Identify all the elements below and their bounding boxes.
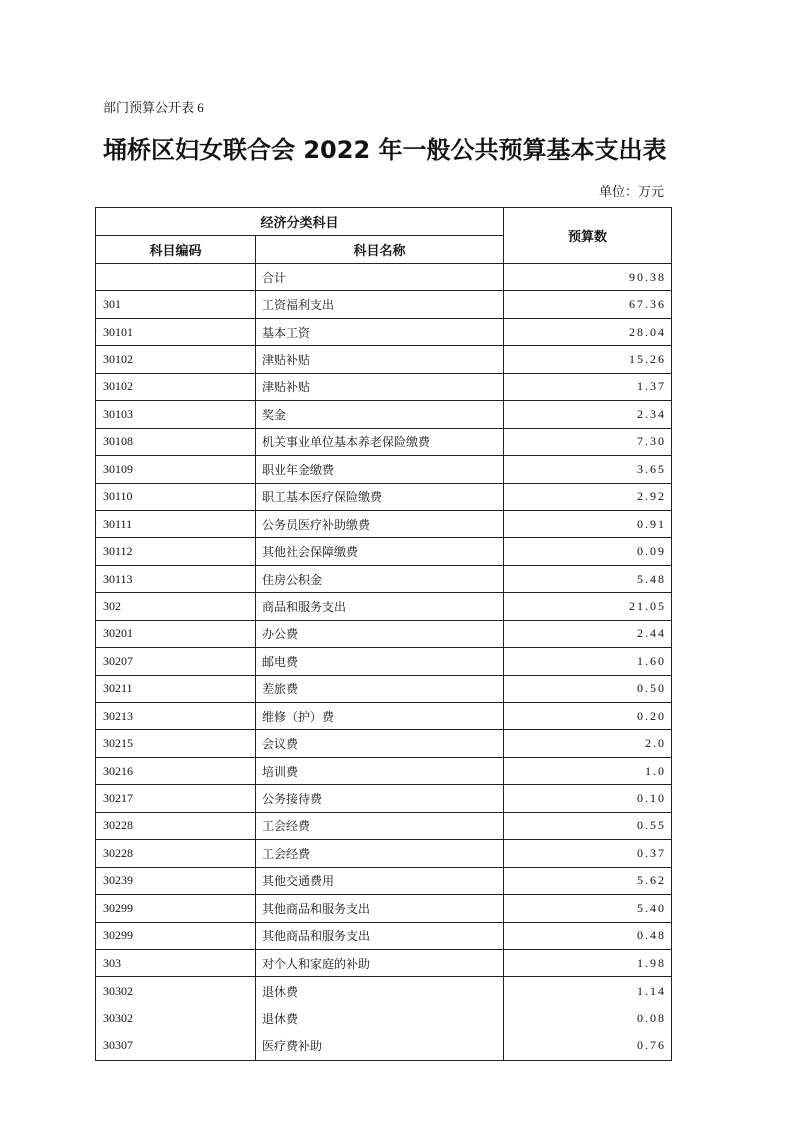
row-amount: 28.04: [629, 324, 666, 339]
row-code: 30109: [96, 456, 256, 482]
row-amount: 3.65: [637, 461, 666, 476]
row-name: 退休费: [256, 1005, 504, 1032]
row-code: 30299: [96, 895, 256, 921]
row-code: 30302: [96, 1005, 256, 1032]
row-code: 303: [96, 950, 256, 976]
row-name: 差旅费: [256, 676, 504, 702]
table-row: [96, 758, 671, 785]
row-code: 30102: [96, 346, 256, 372]
row-name: 津贴补贴: [256, 374, 504, 400]
row-name: 医疗费补助: [256, 1032, 504, 1059]
row-name: 邮电费: [256, 648, 504, 674]
table-row: [96, 374, 671, 401]
row-code: 30111: [96, 511, 256, 537]
row-name: 办公费: [256, 621, 504, 647]
row-amount: 1.60: [637, 653, 666, 668]
table-row: [96, 648, 671, 675]
row-amount: 15.26: [629, 352, 666, 367]
row-name: 其他商品和服务支出: [256, 923, 504, 949]
row-name: 奖金: [256, 401, 504, 427]
table-row: [96, 621, 671, 648]
table-row: [96, 950, 671, 977]
header-budget-amount: 预算数: [567, 230, 607, 245]
row-amount: 2.44: [637, 626, 666, 641]
row-code: 30201: [96, 621, 256, 647]
row-amount: 0.09: [637, 544, 666, 559]
row-name: 退休费: [256, 977, 504, 1004]
table-row: [96, 730, 671, 757]
table-row: [96, 868, 671, 895]
row-code: 301: [96, 291, 256, 317]
row-amount: 0.55: [637, 818, 666, 833]
row-name: 基本工资: [256, 319, 504, 345]
table-row: [96, 429, 671, 456]
table-row-total: [96, 264, 671, 291]
table-row: [96, 676, 671, 703]
row-code: 30228: [96, 813, 256, 839]
row-amount: 0.20: [637, 708, 666, 723]
row-amount: 0.08: [637, 1011, 666, 1026]
row-code: 30307: [96, 1032, 256, 1059]
row-code: 30299: [96, 923, 256, 949]
row-name: 会议费: [256, 730, 504, 756]
table-row: [96, 566, 671, 593]
table-row: [96, 593, 671, 620]
row-name: 工资福利支出: [256, 291, 504, 317]
row-code: 30213: [96, 703, 256, 729]
row-amount: 0.37: [637, 845, 666, 860]
row-code: 302: [96, 593, 256, 619]
row-amount: 67.36: [629, 297, 666, 312]
row-amount: 7.30: [637, 434, 666, 449]
row-code: 30207: [96, 648, 256, 674]
budget-table: [95, 207, 672, 1061]
row-code: 30302: [96, 977, 256, 1004]
row-amount: 5.40: [637, 900, 666, 915]
row-code: 30101: [96, 319, 256, 345]
row-amount: 1.0: [645, 763, 666, 778]
row-code: [96, 264, 256, 290]
row-name: 公务接待费: [256, 785, 504, 811]
table-row: [96, 291, 671, 318]
row-code: 30103: [96, 401, 256, 427]
row-code: 30112: [96, 538, 256, 564]
table-row: [96, 346, 671, 373]
row-amount: 0.48: [637, 928, 666, 943]
row-amount: 0.50: [637, 681, 666, 696]
table-row: [96, 1005, 671, 1032]
row-amount: 2.34: [637, 406, 666, 421]
row-name: 其他交通费用: [256, 868, 504, 894]
table-row: [96, 511, 671, 538]
row-name: 其他社会保障缴费: [256, 538, 504, 564]
row-code: 30102: [96, 374, 256, 400]
row-name: 工会经费: [256, 840, 504, 866]
row-amount: 1.98: [637, 955, 666, 970]
row-name: 公务员医疗补助缴费: [256, 511, 504, 537]
row-code: 30216: [96, 758, 256, 784]
row-code: 30215: [96, 730, 256, 756]
row-name: 合计: [256, 264, 504, 290]
row-name: 住房公积金: [256, 566, 504, 592]
row-name: 职工基本医疗保险缴费: [256, 484, 504, 510]
unit-label: 单位：万元: [598, 184, 664, 199]
row-amount: 5.48: [637, 571, 666, 586]
document-title: 埇桥区妇女联合会 2022 年一般公共预算基本支出表: [103, 136, 667, 164]
row-amount: 21.05: [629, 598, 666, 613]
header-subject-code: 科目编码: [96, 236, 256, 263]
row-name: 机关事业单位基本养老保险缴费: [256, 429, 504, 455]
row-name: 对个人和家庭的补助: [256, 950, 504, 976]
row-name: 职业年金缴费: [256, 456, 504, 482]
table-row: [96, 456, 671, 483]
header-economic-classification: 经济分类科目: [96, 208, 504, 236]
table-header: [96, 208, 671, 264]
row-amount: 2.92: [637, 489, 666, 504]
row-code: 30239: [96, 868, 256, 894]
row-name: 培训费: [256, 758, 504, 784]
table-row: [96, 538, 671, 565]
row-code: 30113: [96, 566, 256, 592]
row-amount: 90.38: [629, 269, 666, 284]
table-row: [96, 895, 671, 922]
table-number-label: 部门预算公开表 6: [103, 100, 204, 115]
row-amount: 2.0: [645, 736, 666, 751]
table-row: [96, 785, 671, 812]
row-amount: 0.91: [637, 516, 666, 531]
row-name: 维修（护）费: [256, 703, 504, 729]
table-row: [96, 319, 671, 346]
row-code: 30217: [96, 785, 256, 811]
table-row: [96, 1032, 671, 1059]
row-amount: 5.62: [637, 873, 666, 888]
table-row: [96, 813, 671, 840]
table-row: [96, 484, 671, 511]
table-row: [96, 977, 671, 1004]
table-row: [96, 923, 671, 950]
row-name: 工会经费: [256, 813, 504, 839]
row-code: 30211: [96, 676, 256, 702]
row-name: 商品和服务支出: [256, 593, 504, 619]
table-row: [96, 401, 671, 428]
row-amount: 1.37: [637, 379, 666, 394]
row-amount: 0.10: [637, 791, 666, 806]
row-name: 津贴补贴: [256, 346, 504, 372]
row-code: 30110: [96, 484, 256, 510]
row-code: 30108: [96, 429, 256, 455]
header-subject-name: 科目名称: [256, 236, 504, 263]
row-amount: 0.76: [637, 1038, 666, 1053]
row-code: 30228: [96, 840, 256, 866]
row-name: 其他商品和服务支出: [256, 895, 504, 921]
row-amount: 1.14: [637, 983, 666, 998]
table-row: [96, 703, 671, 730]
table-row: [96, 840, 671, 867]
